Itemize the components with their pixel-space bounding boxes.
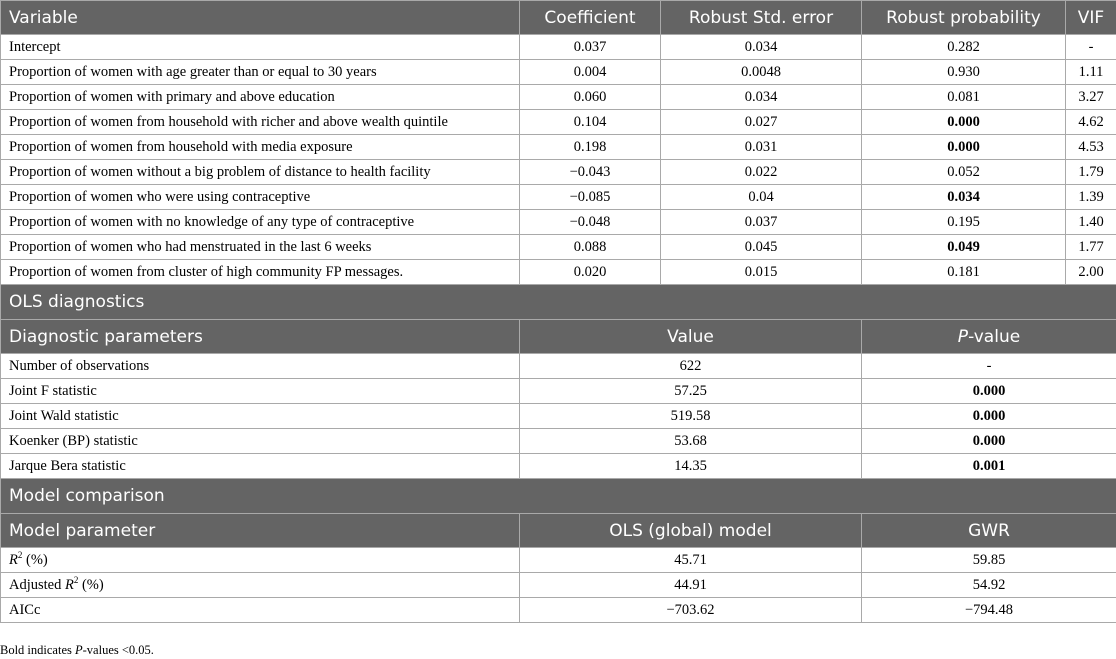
probability-cell-significant: 0.049 bbox=[862, 235, 1066, 260]
diagnostic-pvalue-significant: 0.001 bbox=[862, 454, 1116, 479]
footnote-after: -values <0.05. bbox=[82, 643, 154, 657]
header-value: Value bbox=[520, 320, 862, 354]
coefficient-cell: 0.088 bbox=[520, 235, 661, 260]
probability-cell: 0.282 bbox=[862, 35, 1066, 60]
table-row bbox=[1, 354, 1116, 379]
variables-header-row bbox=[1, 1, 1116, 35]
std-error-cell: 0.04 bbox=[661, 185, 862, 210]
model-comparison-header-row bbox=[1, 514, 1116, 548]
vif-cell: 1.79 bbox=[1066, 160, 1116, 185]
table-row bbox=[1, 404, 1116, 429]
table-row bbox=[1, 135, 1116, 160]
r2-suffix: (%) bbox=[22, 551, 48, 568]
table-row bbox=[1, 548, 1116, 573]
std-error-cell: 0.031 bbox=[661, 135, 862, 160]
probability-cell-significant: 0.000 bbox=[862, 110, 1066, 135]
variable-name: Intercept bbox=[1, 35, 520, 60]
diagnostic-value: 519.58 bbox=[520, 404, 862, 429]
ols-value: −703.62 bbox=[520, 598, 862, 623]
probability-cell: 0.081 bbox=[862, 85, 1066, 110]
diagnostic-parameter: Koenker (BP) statistic bbox=[1, 429, 520, 454]
diagnostic-parameter: Number of observations bbox=[1, 354, 520, 379]
coefficient-cell: 0.004 bbox=[520, 60, 661, 85]
coefficient-cell: −0.048 bbox=[520, 210, 661, 235]
header-gwr: GWR bbox=[862, 514, 1116, 548]
coefficient-cell: −0.085 bbox=[520, 185, 661, 210]
section-title-model-comparison: Model comparison bbox=[1, 479, 1116, 514]
diagnostic-pvalue: - bbox=[862, 354, 1116, 379]
std-error-cell: 0.037 bbox=[661, 210, 862, 235]
table-row bbox=[1, 210, 1116, 235]
table-row bbox=[1, 35, 1116, 60]
vif-cell: 4.53 bbox=[1066, 135, 1116, 160]
adj-r2-suffix: (%) bbox=[78, 576, 104, 593]
diagnostic-pvalue-significant: 0.000 bbox=[862, 404, 1116, 429]
adj-r2-prefix: Adjusted bbox=[9, 576, 65, 593]
std-error-cell: 0.034 bbox=[661, 35, 862, 60]
header-coefficient: Coefficient bbox=[520, 1, 661, 35]
table-row bbox=[1, 160, 1116, 185]
diagnostic-value: 53.68 bbox=[520, 429, 862, 454]
r2-superscript: 2 bbox=[17, 549, 23, 560]
diagnostic-parameter: Joint Wald statistic bbox=[1, 404, 520, 429]
variable-name: Proportion of women with no knowledge of any type of contraceptive bbox=[1, 210, 520, 235]
vif-cell: 1.39 bbox=[1066, 185, 1116, 210]
coefficient-cell: 0.198 bbox=[520, 135, 661, 160]
table-row bbox=[1, 110, 1116, 135]
table-row bbox=[1, 235, 1116, 260]
diagnostic-pvalue-significant: 0.000 bbox=[862, 429, 1116, 454]
vif-cell: 4.62 bbox=[1066, 110, 1116, 135]
variable-name: Proportion of women with primary and above education bbox=[1, 85, 520, 110]
header-ols-model: OLS (global) model bbox=[520, 514, 862, 548]
probability-cell: 0.181 bbox=[862, 260, 1066, 285]
header-pvalue-rest: -value bbox=[968, 326, 1021, 347]
diagnostic-pvalue-significant: 0.000 bbox=[862, 379, 1116, 404]
model-parameter-r2 bbox=[1, 548, 520, 573]
section-row-ols-diagnostics bbox=[1, 285, 1116, 320]
probability-cell-significant: 0.034 bbox=[862, 185, 1066, 210]
variable-name: Proportion of women from cluster of high community FP messages. bbox=[1, 260, 520, 285]
probability-cell: 0.195 bbox=[862, 210, 1066, 235]
table-row bbox=[1, 429, 1116, 454]
vif-cell: 2.00 bbox=[1066, 260, 1116, 285]
header-probability: Robust probability bbox=[862, 1, 1066, 35]
gwr-value: 59.85 bbox=[862, 548, 1116, 573]
header-pvalue bbox=[862, 320, 1116, 354]
vif-cell: - bbox=[1066, 35, 1116, 60]
coefficient-cell: −0.043 bbox=[520, 160, 661, 185]
vif-cell: 3.27 bbox=[1066, 85, 1116, 110]
std-error-cell: 0.027 bbox=[661, 110, 862, 135]
table-row bbox=[1, 85, 1116, 110]
header-model-parameter: Model parameter bbox=[1, 514, 520, 548]
probability-cell-significant: 0.000 bbox=[862, 135, 1066, 160]
ols-value: 44.91 bbox=[520, 573, 862, 598]
variable-name: Proportion of women with age greater than or equal to 30 years bbox=[1, 60, 520, 85]
table-row bbox=[1, 379, 1116, 404]
gwr-value: −794.48 bbox=[862, 598, 1116, 623]
table-row bbox=[1, 260, 1116, 285]
ols-value: 45.71 bbox=[520, 548, 862, 573]
table-row bbox=[1, 573, 1116, 598]
footnote-before: Bold indicates bbox=[0, 643, 75, 657]
ols-diagnostics-header-row bbox=[1, 320, 1116, 354]
std-error-cell: 0.045 bbox=[661, 235, 862, 260]
model-parameter-aicc: AICc bbox=[1, 598, 520, 623]
coefficient-cell: 0.104 bbox=[520, 110, 661, 135]
std-error-cell: 0.0048 bbox=[661, 60, 862, 85]
adj-r2-superscript: 2 bbox=[73, 574, 79, 585]
probability-cell: 0.930 bbox=[862, 60, 1066, 85]
header-diagnostic-parameters: Diagnostic parameters bbox=[1, 320, 520, 354]
coefficient-cell: 0.037 bbox=[520, 35, 661, 60]
footnote-italic: P bbox=[75, 643, 83, 657]
header-vif: VIF bbox=[1066, 1, 1116, 35]
diagnostic-value: 14.35 bbox=[520, 454, 862, 479]
vif-cell: 1.40 bbox=[1066, 210, 1116, 235]
vif-cell: 1.77 bbox=[1066, 235, 1116, 260]
vif-cell: 1.11 bbox=[1066, 60, 1116, 85]
variable-name: Proportion of women without a big problem of distance to health facility bbox=[1, 160, 520, 185]
std-error-cell: 0.022 bbox=[661, 160, 862, 185]
diagnostic-parameter: Jarque Bera statistic bbox=[1, 454, 520, 479]
coefficient-cell: 0.060 bbox=[520, 85, 661, 110]
std-error-cell: 0.015 bbox=[661, 260, 862, 285]
table-row bbox=[1, 454, 1116, 479]
table-row bbox=[1, 185, 1116, 210]
table-row bbox=[1, 598, 1116, 623]
coefficient-cell: 0.020 bbox=[520, 260, 661, 285]
table-row bbox=[1, 60, 1116, 85]
probability-cell: 0.052 bbox=[862, 160, 1066, 185]
variable-name: Proportion of women from household with richer and above wealth quintile bbox=[1, 110, 520, 135]
section-row-model-comparison bbox=[1, 479, 1116, 514]
variable-name: Proportion of women who were using contraceptive bbox=[1, 185, 520, 210]
r2-symbol: R bbox=[9, 551, 18, 568]
header-std-error: Robust Std. error bbox=[661, 1, 862, 35]
header-variable: Variable bbox=[1, 1, 520, 35]
variable-name: Proportion of women from household with media exposure bbox=[1, 135, 520, 160]
model-parameter-adjusted-r2 bbox=[1, 573, 520, 598]
diagnostic-value: 57.25 bbox=[520, 379, 862, 404]
adj-r2-symbol: R bbox=[64, 576, 74, 593]
diagnostic-value: 622 bbox=[520, 354, 862, 379]
table-footnote bbox=[0, 643, 154, 658]
header-pvalue-italic: P bbox=[957, 326, 969, 347]
variable-name: Proportion of women who had menstruated in the last 6 weeks bbox=[1, 235, 520, 260]
std-error-cell: 0.034 bbox=[661, 85, 862, 110]
gwr-value: 54.92 bbox=[862, 573, 1116, 598]
diagnostic-parameter: Joint F statistic bbox=[1, 379, 520, 404]
section-title-ols-diagnostics: OLS diagnostics bbox=[1, 285, 1116, 320]
